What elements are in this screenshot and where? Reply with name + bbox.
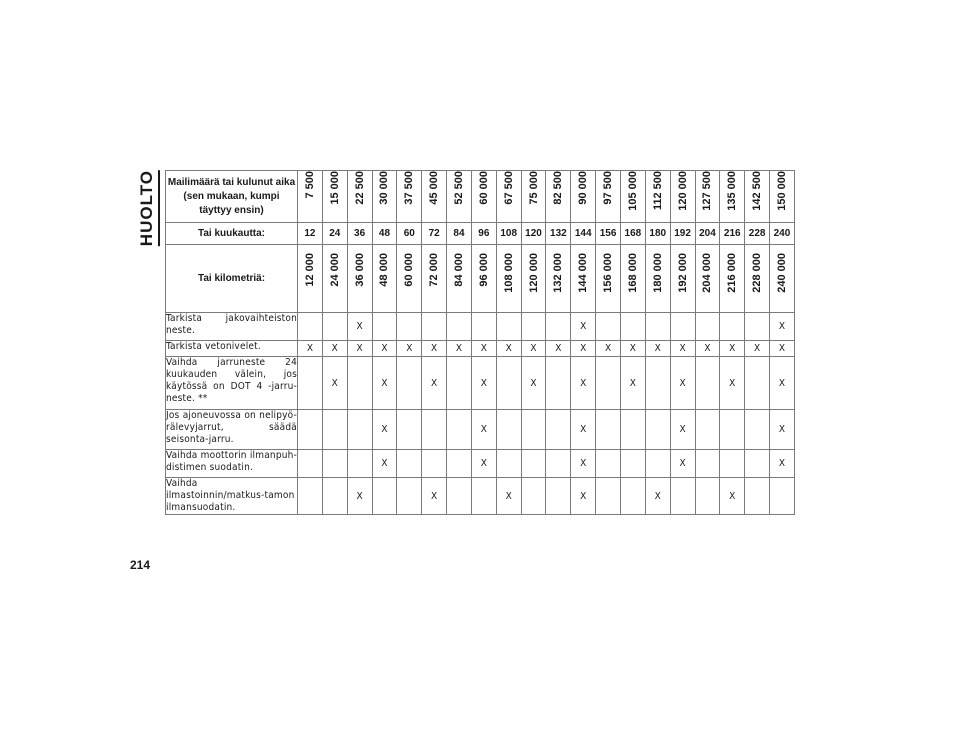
- months-interval-cell: 36: [347, 223, 372, 245]
- task-mark-cell: [372, 478, 397, 515]
- km-interval-cell: [298, 245, 323, 313]
- task-mark-cell: X: [620, 357, 645, 410]
- task-mark-cell: X: [496, 341, 521, 357]
- task-mark-cell: X: [770, 341, 795, 357]
- task-mark-cell: X: [322, 357, 347, 410]
- task-row: [166, 313, 795, 341]
- km-interval-value: 144 000: [577, 253, 590, 293]
- task-mark-cell: X: [298, 341, 323, 357]
- months-interval-cell: 156: [596, 223, 621, 245]
- task-mark-cell: X: [447, 341, 472, 357]
- task-mark-cell: [447, 450, 472, 478]
- task-mark-cell: X: [422, 341, 447, 357]
- miles-interval-cell: [571, 171, 596, 223]
- task-mark-cell: [620, 313, 645, 341]
- km-interval-value: 24 000: [328, 253, 341, 287]
- task-mark-cell: [645, 313, 670, 341]
- km-interval-value: 240 000: [775, 253, 788, 293]
- task-mark-cell: [695, 450, 720, 478]
- task-mark-cell: [521, 410, 546, 450]
- task-mark-cell: [695, 357, 720, 410]
- task-mark-cell: [745, 478, 770, 515]
- task-mark-cell: X: [770, 357, 795, 410]
- task-mark-cell: X: [720, 478, 745, 515]
- miles-interval-cell: [397, 171, 422, 223]
- task-mark-cell: X: [347, 478, 372, 515]
- miles-interval-value: 90 000: [577, 171, 590, 205]
- task-mark-cell: [720, 313, 745, 341]
- km-interval-value: 132 000: [552, 253, 565, 293]
- task-mark-cell: [471, 313, 496, 341]
- miles-interval-cell: [546, 171, 571, 223]
- task-mark-cell: [496, 450, 521, 478]
- km-interval-cell: [372, 245, 397, 313]
- header-months-label: Tai kuukautta:: [166, 223, 298, 245]
- miles-interval-value: 97 500: [602, 171, 615, 205]
- km-interval-value: 108 000: [502, 253, 515, 293]
- task-mark-cell: [596, 478, 621, 515]
- months-interval-cell: 12: [298, 223, 323, 245]
- months-interval-cell: 192: [670, 223, 695, 245]
- task-mark-cell: [720, 410, 745, 450]
- task-mark-cell: [347, 357, 372, 410]
- task-mark-cell: X: [770, 313, 795, 341]
- km-interval-value: 204 000: [701, 253, 714, 293]
- task-mark-cell: X: [521, 341, 546, 357]
- task-mark-cell: X: [620, 341, 645, 357]
- task-mark-cell: X: [397, 341, 422, 357]
- task-mark-cell: [496, 357, 521, 410]
- task-mark-cell: X: [720, 341, 745, 357]
- km-interval-cell: [347, 245, 372, 313]
- task-mark-cell: [546, 478, 571, 515]
- task-mark-cell: [397, 357, 422, 410]
- km-interval-cell: [720, 245, 745, 313]
- miles-interval-cell: [596, 171, 621, 223]
- km-interval-value: 96 000: [477, 253, 490, 287]
- miles-interval-cell: [372, 171, 397, 223]
- task-mark-cell: [298, 313, 323, 341]
- miles-interval-cell: [695, 171, 720, 223]
- page-number: 214: [130, 558, 151, 572]
- header-row-miles: [166, 171, 795, 223]
- miles-interval-value: 52 500: [452, 171, 465, 205]
- months-interval-cell: 96: [471, 223, 496, 245]
- miles-interval-value: 75 000: [527, 171, 540, 205]
- km-interval-cell: [620, 245, 645, 313]
- miles-interval-value: 112 500: [651, 171, 664, 211]
- task-label: Vaihda jarruneste 24 kuukauden välein, jos käytössä on DOT 4 -jarru-neste. **: [166, 357, 298, 410]
- task-mark-cell: [645, 357, 670, 410]
- km-interval-value: 156 000: [602, 253, 615, 293]
- task-mark-cell: [521, 478, 546, 515]
- task-mark-cell: [670, 478, 695, 515]
- task-mark-cell: X: [422, 478, 447, 515]
- km-interval-cell: [447, 245, 472, 313]
- task-mark-cell: X: [372, 410, 397, 450]
- task-mark-cell: X: [471, 450, 496, 478]
- task-mark-cell: [372, 313, 397, 341]
- task-mark-cell: [546, 313, 571, 341]
- miles-interval-value: 22 500: [353, 171, 366, 205]
- km-interval-value: 12 000: [303, 253, 316, 287]
- miles-interval-value: 67 500: [502, 171, 515, 205]
- task-mark-cell: X: [745, 341, 770, 357]
- task-mark-cell: X: [695, 341, 720, 357]
- task-mark-cell: [322, 478, 347, 515]
- task-mark-cell: [521, 450, 546, 478]
- task-mark-cell: X: [422, 357, 447, 410]
- task-mark-cell: [720, 450, 745, 478]
- months-interval-cell: 72: [422, 223, 447, 245]
- km-interval-cell: [596, 245, 621, 313]
- task-mark-cell: X: [670, 341, 695, 357]
- task-row: [166, 341, 795, 357]
- task-row: [166, 357, 795, 410]
- miles-interval-value: 37 500: [403, 171, 416, 205]
- km-interval-value: 192 000: [676, 253, 689, 293]
- miles-interval-cell: [720, 171, 745, 223]
- task-mark-cell: X: [496, 478, 521, 515]
- task-mark-cell: X: [720, 357, 745, 410]
- task-mark-cell: [298, 450, 323, 478]
- miles-interval-value: 135 000: [726, 171, 739, 211]
- task-mark-cell: [397, 478, 422, 515]
- km-interval-value: 48 000: [378, 253, 391, 287]
- task-mark-cell: X: [571, 357, 596, 410]
- km-interval-cell: [571, 245, 596, 313]
- task-mark-cell: X: [770, 410, 795, 450]
- miles-interval-cell: [447, 171, 472, 223]
- task-mark-cell: [322, 410, 347, 450]
- months-interval-cell: 240: [770, 223, 795, 245]
- task-mark-cell: X: [571, 313, 596, 341]
- task-mark-cell: [521, 313, 546, 341]
- task-mark-cell: [471, 478, 496, 515]
- months-interval-cell: 204: [695, 223, 720, 245]
- task-mark-cell: [422, 313, 447, 341]
- header-km-label: Tai kilometriä:: [166, 245, 298, 313]
- miles-interval-value: 120 000: [676, 171, 689, 211]
- task-mark-cell: X: [521, 357, 546, 410]
- header-row-months: [166, 223, 795, 245]
- miles-interval-cell: [496, 171, 521, 223]
- task-mark-cell: [422, 410, 447, 450]
- km-interval-cell: [471, 245, 496, 313]
- km-interval-value: 120 000: [527, 253, 540, 293]
- task-mark-cell: X: [571, 478, 596, 515]
- miles-interval-cell: [645, 171, 670, 223]
- task-mark-cell: [546, 410, 571, 450]
- task-mark-cell: [645, 410, 670, 450]
- task-mark-cell: [496, 313, 521, 341]
- task-mark-cell: [322, 313, 347, 341]
- task-row: [166, 450, 795, 478]
- task-mark-cell: X: [670, 450, 695, 478]
- task-mark-cell: X: [596, 341, 621, 357]
- miles-interval-value: 45 000: [428, 171, 441, 205]
- task-mark-cell: [422, 450, 447, 478]
- months-interval-cell: 144: [571, 223, 596, 245]
- task-mark-cell: X: [347, 341, 372, 357]
- task-mark-cell: [347, 450, 372, 478]
- miles-interval-cell: [770, 171, 795, 223]
- task-mark-cell: [745, 410, 770, 450]
- task-mark-cell: [620, 478, 645, 515]
- miles-interval-cell: [347, 171, 372, 223]
- task-mark-cell: [695, 410, 720, 450]
- task-mark-cell: X: [322, 341, 347, 357]
- task-mark-cell: X: [670, 357, 695, 410]
- task-mark-cell: [546, 450, 571, 478]
- task-mark-cell: [745, 357, 770, 410]
- miles-interval-value: 150 000: [775, 171, 788, 211]
- km-interval-value: 84 000: [452, 253, 465, 287]
- km-interval-cell: [521, 245, 546, 313]
- task-mark-cell: X: [571, 410, 596, 450]
- km-interval-cell: [322, 245, 347, 313]
- task-label: Vaihda ilmastoinnin/matkus-tamon ilmansuodatin.: [166, 478, 298, 515]
- miles-interval-cell: [620, 171, 645, 223]
- km-interval-cell: [546, 245, 571, 313]
- task-mark-cell: [596, 450, 621, 478]
- km-interval-cell: [397, 245, 422, 313]
- km-interval-value: 168 000: [626, 253, 639, 293]
- km-interval-cell: [695, 245, 720, 313]
- miles-interval-value: 82 500: [552, 171, 565, 205]
- task-mark-cell: X: [372, 450, 397, 478]
- maintenance-schedule-table: [165, 170, 795, 515]
- task-mark-cell: [645, 450, 670, 478]
- task-mark-cell: [695, 478, 720, 515]
- km-interval-cell: [422, 245, 447, 313]
- months-interval-cell: 132: [546, 223, 571, 245]
- months-interval-cell: 120: [521, 223, 546, 245]
- miles-interval-value: 142 500: [751, 171, 764, 211]
- task-mark-cell: [496, 410, 521, 450]
- miles-interval-cell: [298, 171, 323, 223]
- task-mark-cell: [596, 410, 621, 450]
- task-mark-cell: [298, 357, 323, 410]
- task-mark-cell: X: [546, 341, 571, 357]
- task-mark-cell: [596, 313, 621, 341]
- miles-interval-value: 60 000: [477, 171, 490, 205]
- task-row: [166, 478, 795, 515]
- task-label: Tarkista vetonivelet.: [166, 341, 298, 357]
- task-mark-cell: [322, 450, 347, 478]
- months-interval-cell: 168: [620, 223, 645, 245]
- task-mark-cell: [745, 450, 770, 478]
- miles-interval-cell: [471, 171, 496, 223]
- task-mark-cell: [447, 410, 472, 450]
- miles-interval-cell: [521, 171, 546, 223]
- km-interval-value: 216 000: [726, 253, 739, 293]
- task-mark-cell: [397, 410, 422, 450]
- months-interval-cell: 24: [322, 223, 347, 245]
- header-row-km: [166, 245, 795, 313]
- task-mark-cell: X: [471, 341, 496, 357]
- months-interval-cell: 228: [745, 223, 770, 245]
- task-mark-cell: [447, 357, 472, 410]
- task-mark-cell: X: [571, 450, 596, 478]
- miles-interval-cell: [322, 171, 347, 223]
- task-mark-cell: [620, 450, 645, 478]
- task-label: Jos ajoneuvossa on nelipyö-rälevyjarrut, säädä seisonta-jarru.: [166, 410, 298, 450]
- months-interval-cell: 60: [397, 223, 422, 245]
- km-interval-cell: [670, 245, 695, 313]
- task-mark-cell: X: [645, 478, 670, 515]
- task-label: Tarkista jakovaihteiston neste.: [166, 313, 298, 341]
- months-interval-cell: 108: [496, 223, 521, 245]
- km-interval-value: 60 000: [403, 253, 416, 287]
- task-mark-cell: X: [347, 313, 372, 341]
- miles-interval-value: 30 000: [378, 171, 391, 205]
- km-interval-cell: [496, 245, 521, 313]
- task-mark-cell: X: [645, 341, 670, 357]
- task-mark-cell: [347, 410, 372, 450]
- task-mark-cell: [695, 313, 720, 341]
- miles-interval-cell: [745, 171, 770, 223]
- months-interval-cell: 48: [372, 223, 397, 245]
- task-label: Vaihda moottorin ilmanpuh-distimen suodatin.: [166, 450, 298, 478]
- task-mark-cell: [397, 313, 422, 341]
- task-mark-cell: [770, 478, 795, 515]
- km-interval-cell: [770, 245, 795, 313]
- header-miles-label: Mailimäärä tai kulunut aika (sen mukaan, kumpi täyttyy ensin): [166, 171, 298, 223]
- task-row: [166, 410, 795, 450]
- task-mark-cell: X: [670, 410, 695, 450]
- task-mark-cell: [298, 478, 323, 515]
- km-interval-value: 180 000: [651, 253, 664, 293]
- task-mark-cell: [620, 410, 645, 450]
- miles-interval-cell: [422, 171, 447, 223]
- miles-interval-cell: [670, 171, 695, 223]
- task-mark-cell: [745, 313, 770, 341]
- task-mark-cell: X: [372, 357, 397, 410]
- task-mark-cell: X: [571, 341, 596, 357]
- task-mark-cell: [447, 478, 472, 515]
- months-interval-cell: 180: [645, 223, 670, 245]
- task-mark-cell: [298, 410, 323, 450]
- miles-interval-value: 15 000: [328, 171, 341, 205]
- km-interval-value: 36 000: [353, 253, 366, 287]
- task-mark-cell: [546, 357, 571, 410]
- section-title: HUOLTO: [137, 170, 160, 246]
- task-mark-cell: [447, 313, 472, 341]
- km-interval-value: 72 000: [428, 253, 441, 287]
- task-mark-cell: X: [471, 410, 496, 450]
- miles-interval-value: 105 000: [626, 171, 639, 211]
- months-interval-cell: 216: [720, 223, 745, 245]
- task-mark-cell: X: [372, 341, 397, 357]
- task-mark-cell: [670, 313, 695, 341]
- km-interval-value: 228 000: [751, 253, 764, 293]
- km-interval-cell: [645, 245, 670, 313]
- km-interval-cell: [745, 245, 770, 313]
- months-interval-cell: 84: [447, 223, 472, 245]
- task-mark-cell: X: [471, 357, 496, 410]
- task-mark-cell: X: [770, 450, 795, 478]
- miles-interval-value: 127 500: [701, 171, 714, 211]
- task-mark-cell: [397, 450, 422, 478]
- task-mark-cell: [596, 357, 621, 410]
- miles-interval-value: 7 500: [303, 171, 316, 199]
